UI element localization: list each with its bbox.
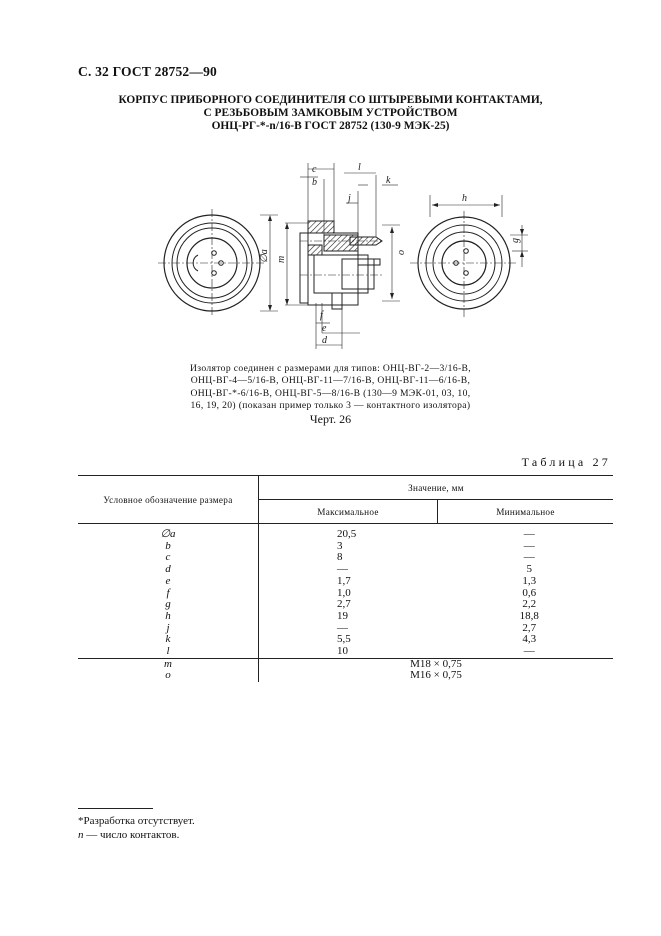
cell-symbol: ∅a [160, 528, 176, 540]
cell-min: — [523, 551, 535, 564]
cell-max: 1,7 [259, 576, 438, 588]
cell-min: — [523, 645, 535, 658]
cell-max: 2,7 [259, 599, 438, 611]
cell-max: 1,0 [259, 588, 438, 600]
dim-label-k: k [386, 175, 391, 186]
cell-min: 18,8 [519, 609, 539, 622]
dimensions-table [78, 475, 613, 682]
caption-line-4: 16, 19, 20) (показан пример только 3 — контактного изолятора) [190, 400, 471, 412]
dim-label-h: h [462, 193, 467, 204]
connector-drawing [150, 155, 530, 355]
cell-min: 5 [526, 563, 532, 576]
header-min: Минимальное [438, 500, 614, 524]
cell-symbol: o [165, 669, 171, 682]
dim-label-e: e [322, 323, 327, 334]
figure-caption [0, 363, 661, 413]
cell-min: 1,3 [522, 574, 537, 587]
cell-min: 2,7 [522, 621, 537, 634]
title-line-2: С РЕЗЬБОВЫМ ЗАМКОВЫМ УСТРОЙСТВОМ [203, 107, 458, 119]
cell-symbol: g [165, 598, 171, 611]
cell-thread-value: M16 × 0,75 [259, 670, 614, 682]
dim-label-b: b [312, 177, 317, 188]
caption-line-3: ОНЦ-ВГ-*-6/16-В, ОНЦ-ВГ-5—8/16-В (130—9 МЭК-01, 03, 10, [190, 387, 471, 399]
cell-symbol: c [165, 551, 171, 564]
cell-max: 8 [259, 552, 438, 564]
dim-label-o: o [396, 250, 407, 255]
cell-symbol: j [166, 621, 170, 634]
dim-label-g: g [510, 238, 521, 243]
table-row [78, 611, 613, 623]
title-line-1: КОРПУС ПРИБОРНОГО СОЕДИНИТЕЛЯ СО ШТЫРЕВЫМИ КОНТАКТАМИ, [118, 94, 543, 106]
cell-symbol: e [165, 574, 171, 587]
footnote-text: — число контактов. [83, 829, 180, 841]
dim-label-c: c [312, 164, 317, 175]
cell-symbol: f [166, 586, 170, 599]
dim-label-j: j [348, 193, 351, 204]
caption-line-1: Изолятор соединен с размерами для типов: ОНЦ-ВГ-2—3/16-В, [189, 363, 472, 374]
cell-symbol: l [166, 645, 170, 658]
dim-label-d: d [322, 335, 327, 346]
footnote-1: *Разработка отсутствует. [78, 815, 195, 827]
cell-symbol: m [78, 658, 259, 670]
figure-label: Черт. 26 [309, 412, 352, 426]
cell-symbol: d [165, 563, 171, 576]
cell-thread-value: M18 × 0,75 [259, 658, 614, 670]
page-header: С. 32 ГОСТ 28752—90 [78, 64, 217, 79]
table-row-thread [78, 658, 613, 670]
cell-max: 10 [259, 646, 438, 658]
cell-symbol: h [165, 609, 171, 622]
title-line-3: ОНЦ-РГ-*-n/16-В ГОСТ 28752 (130-9 МЭК-25) [211, 120, 450, 132]
caption-line-2: ОНЦ-ВГ-4—5/16-В, ОНЦ-ВГ-11—7/16-В, ОНЦ-ВГ-11—6/16-В, [190, 375, 471, 387]
cell-max: — [259, 564, 438, 576]
cell-min: — [523, 539, 535, 552]
cell-min: 2,2 [522, 598, 537, 611]
header-max: Максимальное [259, 500, 438, 524]
cell-max: — [259, 623, 438, 635]
footnote-symbol: n [78, 829, 84, 841]
header-value-group: Значение, мм [259, 476, 614, 500]
cell-max: 5,5 [259, 634, 438, 646]
header-designation: Условное обозначение размера [78, 476, 259, 524]
cell-max: 20,5 [259, 524, 438, 541]
cell-min: — [523, 528, 535, 540]
cell-symbol: b [165, 539, 171, 552]
document-title [0, 94, 661, 133]
footnote-2 [78, 829, 179, 841]
rear-view [410, 195, 528, 317]
table-row-thread [78, 670, 613, 682]
cell-max: 19 [259, 611, 438, 623]
dim-label-m: m [276, 255, 287, 263]
table-row [78, 576, 613, 588]
table-label: Таблица 27 [521, 455, 611, 469]
cell-max: 3 [259, 541, 438, 553]
cell-min: 0,6 [522, 586, 537, 599]
cell-min: 4,3 [522, 633, 537, 646]
dim-label-f: f [320, 310, 323, 321]
table-row [78, 524, 613, 541]
dim-label-a: ∅a [259, 249, 270, 263]
table-row [78, 646, 613, 658]
dim-label-l: l [358, 162, 361, 173]
cell-symbol: k [165, 633, 171, 646]
side-section-view [285, 163, 400, 349]
footnote-rule [78, 808, 153, 809]
